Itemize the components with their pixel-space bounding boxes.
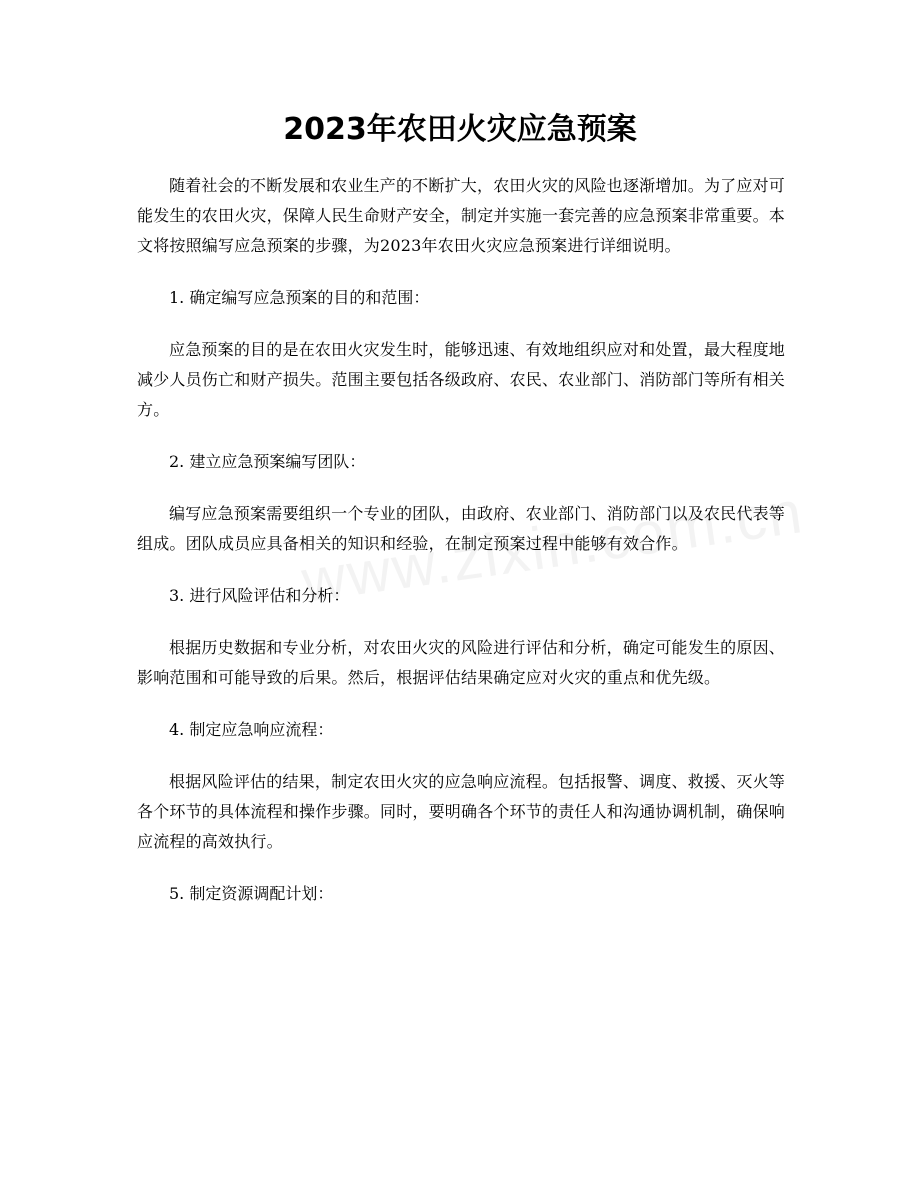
page-title: 2023年农田火灾应急预案	[283, 112, 637, 147]
document-body	[137, 171, 785, 931]
section-heading-5: 5. 制定资源调配计划：	[169, 884, 334, 903]
section-heading-3: 3. 进行风险评估和分析：	[169, 586, 350, 605]
section-body-3: 根据历史数据和专业分析，对农田火灾的风险进行评估和分析，确定可能发生的原因、影响范围和可能导致的后果。然后，根据评估结果确定应对火灾的重点和优先级。	[137, 638, 785, 687]
section-body-2: 编写应急预案需要组织一个专业的团队，由政府、农业部门、消防部门以及农民代表等组成。团队成员应具备相关的知识和经验，在制定预案过程中能够有效合作。	[137, 504, 785, 553]
section-body-1: 应急预案的目的是在农田火灾发生时，能够迅速、有效地组织应对和处置，最大程度地减少人员伤亡和财产损失。范围主要包括各级政府、农民、农业部门、消防部门等所有相关方。	[137, 340, 786, 419]
section-heading-4: 4. 制定应急响应流程：	[169, 720, 334, 739]
section-heading-2: 2. 建立应急预案编写团队：	[169, 452, 366, 471]
section-body-4: 根据风险评估的结果，制定农田火灾的应急响应流程。包括报警、调度、救援、灭火等各个环节的具体流程和操作步骤。同时，要明确各个环节的责任人和沟通协调机制，确保响应流程的高效执行。	[137, 772, 786, 851]
intro-paragraph: 随着社会的不断发展和农业生产的不断扩大，农田火灾的风险也逐渐增加。为了应对可能发生的农田火灾，保障人民生命财产安全，制定并实施一套完善的应急预案非常重要。本文将按照编写应急预案的步骤，为2023年农田火灾应急预案进行详细说明。	[137, 176, 786, 255]
section-heading-1: 1. 确定编写应急预案的目的和范围：	[169, 288, 430, 307]
